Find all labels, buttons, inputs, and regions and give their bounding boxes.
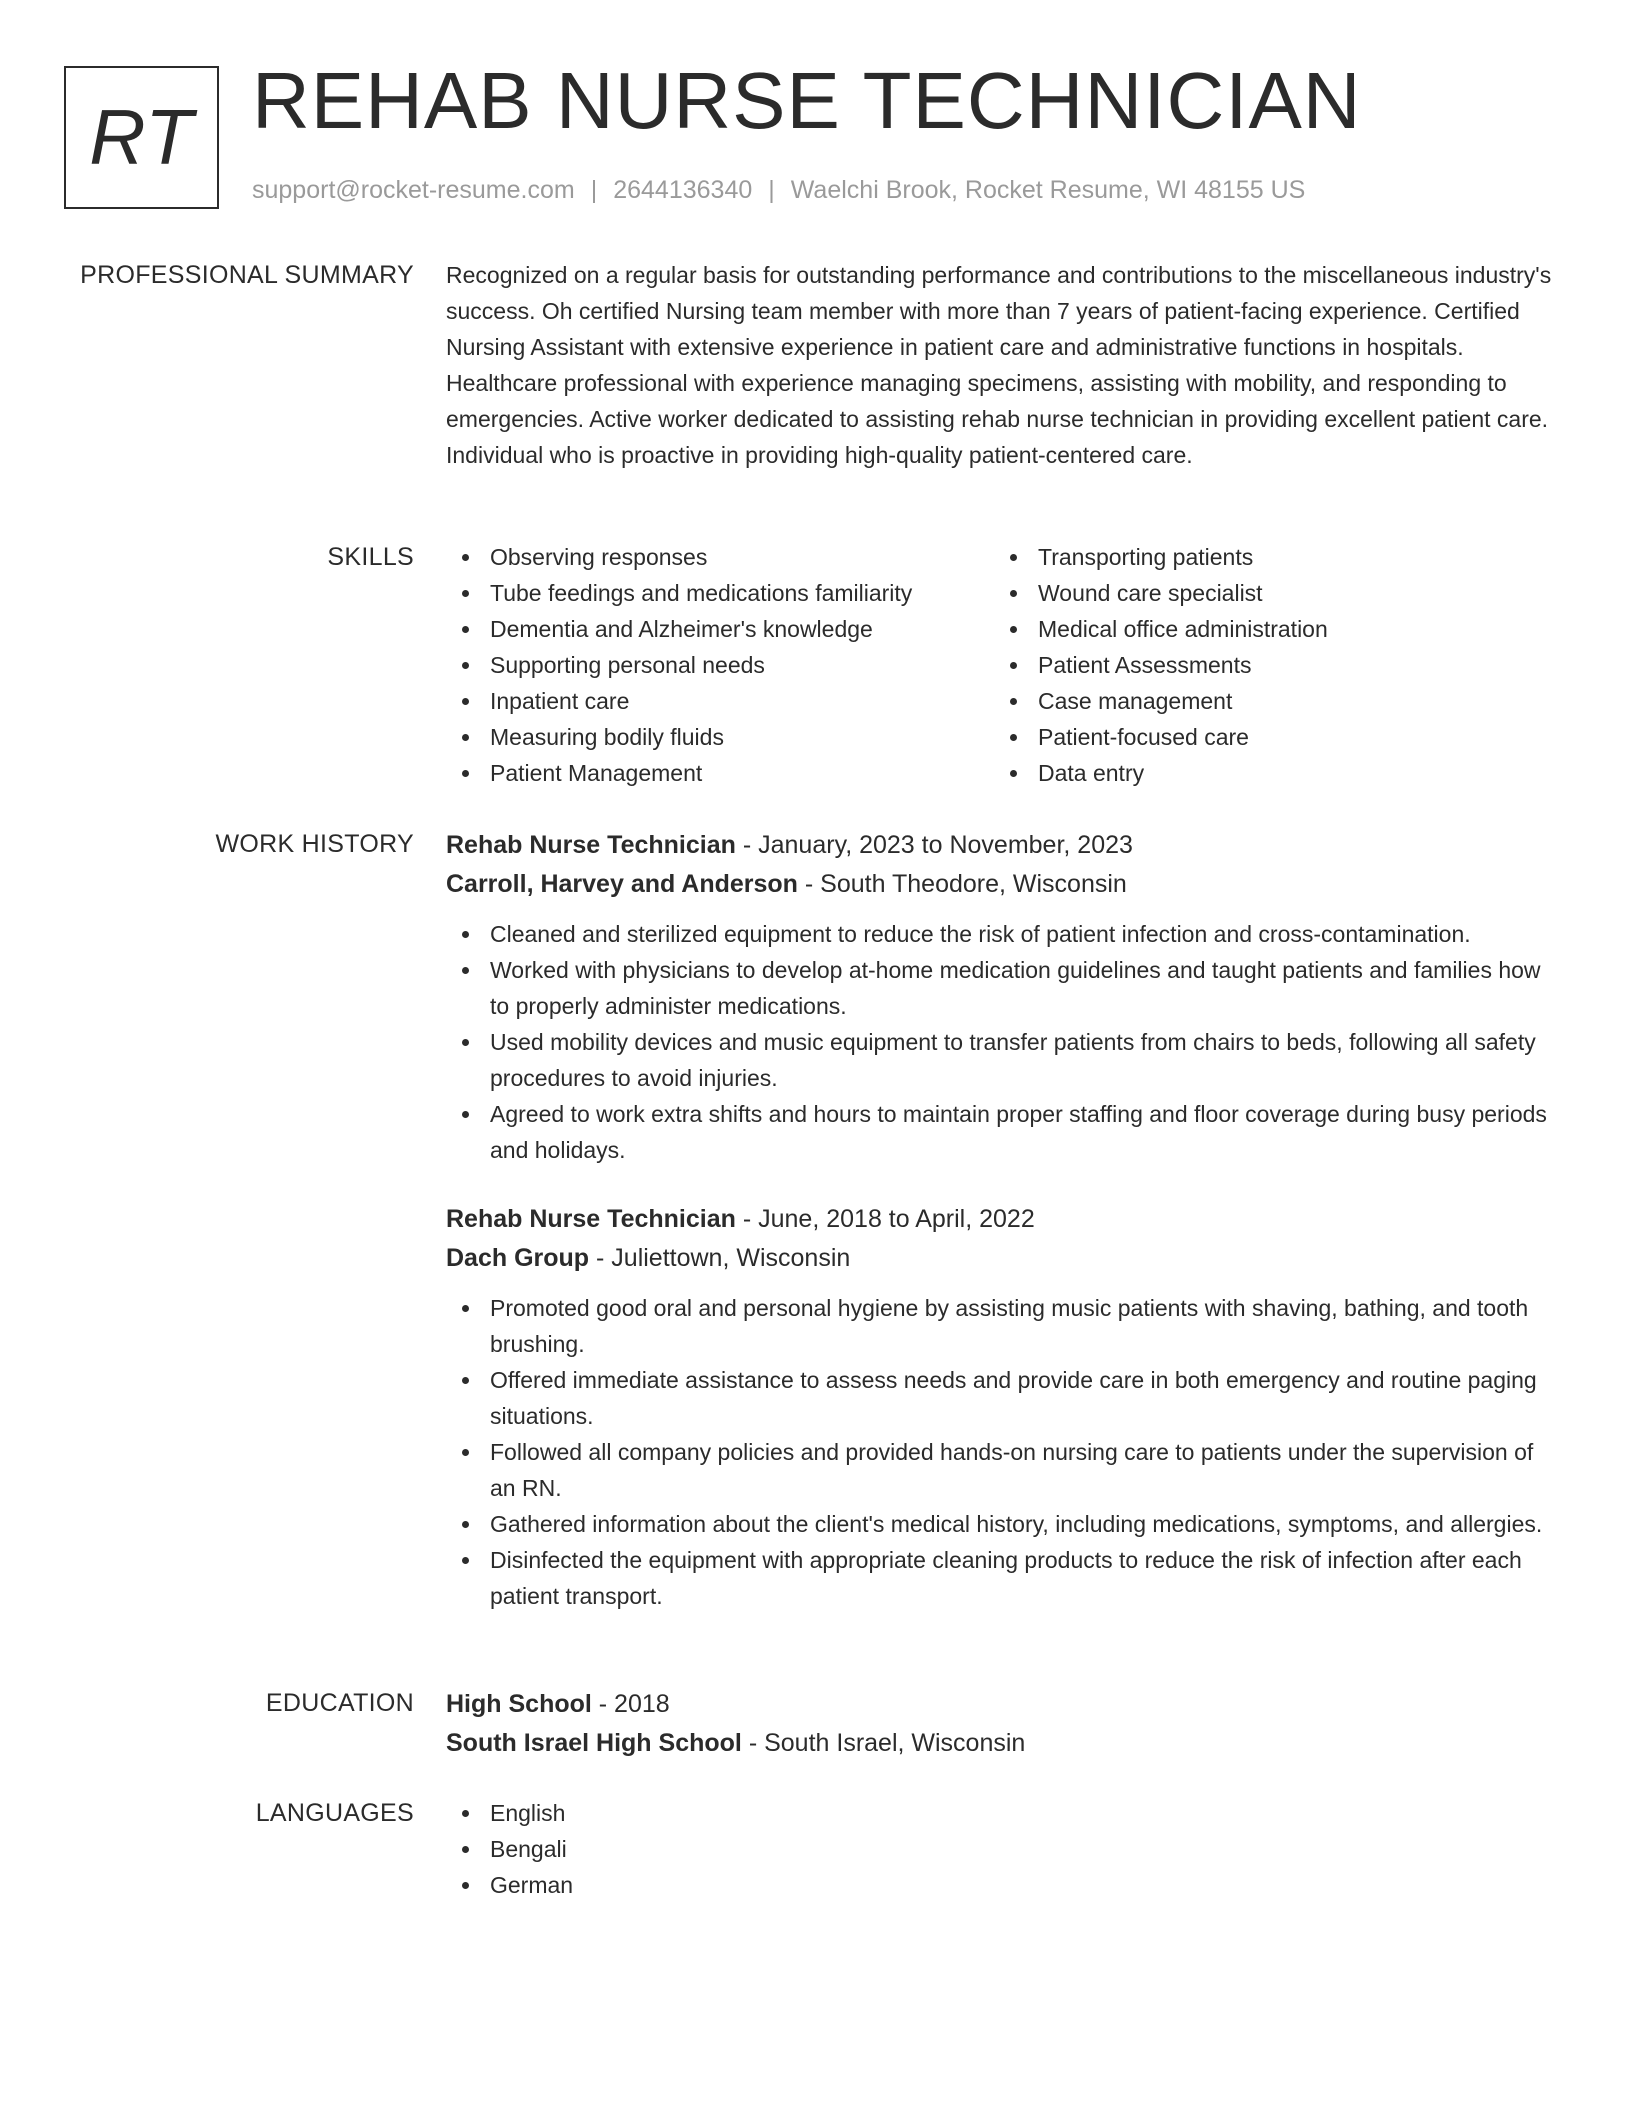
education-school-line xyxy=(446,1724,1562,1763)
education-year: - 2018 xyxy=(591,1690,670,1718)
job-title-line xyxy=(446,1200,1562,1239)
skill-item: Transporting patients xyxy=(994,539,1542,575)
skill-item: Patient-focused care xyxy=(994,719,1542,755)
job-location: - Juliettown, Wisconsin xyxy=(589,1244,851,1272)
section-label-languages: LANGUAGES xyxy=(255,1799,414,1827)
monogram: RT xyxy=(64,66,219,209)
job-bullet: Gathered information about the client's medical history, including medications, symptoms, and allergies. xyxy=(446,1506,1562,1542)
resume-title: REHAB NURSE TECHNICIAN xyxy=(252,56,1362,145)
job-dates: - June, 2018 to April, 2022 xyxy=(735,1205,1035,1233)
job-bullets xyxy=(446,1290,1562,1614)
job-bullet: Used mobility devices and music equipment to transfer patients from chairs to beds, following all safety procedures to avoid injuries. xyxy=(446,1024,1562,1096)
language-item: English xyxy=(446,1795,1562,1831)
section-label-education: EDUCATION xyxy=(265,1689,414,1717)
skills-body xyxy=(446,539,1562,791)
skill-item: Dementia and Alzheimer's knowledge xyxy=(446,611,994,647)
job-title-line xyxy=(446,826,1562,865)
education-degree: High School xyxy=(446,1690,592,1718)
contact-email: support@rocket-resume.com xyxy=(252,176,575,204)
job-bullet: Followed all company policies and provided hands-on nursing care to patients under the supervision of an RN. xyxy=(446,1434,1562,1506)
job-bullet: Agreed to work extra shifts and hours to maintain proper staffing and floor coverage during busy periods and holidays. xyxy=(446,1096,1562,1168)
skill-item: Tube feedings and medications familiarity xyxy=(446,575,994,611)
education-degree-line xyxy=(446,1685,1562,1724)
skill-item: Medical office administration xyxy=(994,611,1542,647)
job-dates: - January, 2023 to November, 2023 xyxy=(735,831,1133,859)
skill-item: Data entry xyxy=(994,755,1542,791)
job-company: Dach Group xyxy=(446,1244,590,1272)
job-company-line xyxy=(446,1239,1562,1278)
job-title: Rehab Nurse Technician xyxy=(446,831,736,859)
section-label-skills: SKILLS xyxy=(327,543,414,571)
languages-list xyxy=(446,1795,1562,1903)
job-bullet: Promoted good oral and personal hygiene by assisting music patients with shaving, bathing, and tooth brushing. xyxy=(446,1290,1562,1362)
job-bullet: Disinfected the equipment with appropriate cleaning products to reduce the risk of infection after each patient transport. xyxy=(446,1542,1562,1614)
education-school: South Israel High School xyxy=(446,1729,742,1757)
education-body xyxy=(446,1685,1562,1763)
skill-item: Observing responses xyxy=(446,539,994,575)
section-label-summary: PROFESSIONAL SUMMARY xyxy=(80,261,414,289)
skill-item: Case management xyxy=(994,683,1542,719)
education-location: - South Israel, Wisconsin xyxy=(741,1729,1026,1757)
language-item: Bengali xyxy=(446,1831,1562,1867)
job-company-line xyxy=(446,865,1562,904)
job-company: Carroll, Harvey and Anderson xyxy=(446,870,798,898)
skill-item: Patient Assessments xyxy=(994,647,1542,683)
summary-text: Recognized on a regular basis for outstanding performance and contributions to the miscellaneous industry's success. Oh certified Nursing team member with more than 7 years of patient-facing experience. Certified Nursing Assistant with extensive experience in patient care and administrative functions in hospitals. Healthcare professional with experience managing specimens, assisting with mobility, and responding to emergencies. Active worker dedicated to assisting rehab nurse technician in providing excellent patient care. Individual who is proactive in providing high-quality patient-centered care. xyxy=(446,262,1552,468)
contact-phone: 2644136340 xyxy=(613,176,753,204)
contact-separator: | xyxy=(590,176,598,204)
contact-address: Waelchi Brook, Rocket Resume, WI 48155 US xyxy=(790,176,1306,204)
job-bullet: Cleaned and sterilized equipment to reduce the risk of patient infection and cross-contamination. xyxy=(446,916,1562,952)
skill-item: Supporting personal needs xyxy=(446,647,994,683)
language-item: German xyxy=(446,1867,1562,1903)
skill-item: Wound care specialist xyxy=(994,575,1542,611)
languages-body xyxy=(446,1795,1562,1903)
job-location: - South Theodore, Wisconsin xyxy=(797,870,1127,898)
skill-item: Patient Management xyxy=(446,755,994,791)
section-label-work: WORK HISTORY xyxy=(215,830,414,858)
skill-item: Inpatient care xyxy=(446,683,994,719)
skill-item: Measuring bodily fluids xyxy=(446,719,994,755)
skills-list-left xyxy=(446,539,994,791)
job-entry xyxy=(446,1200,1562,1614)
job-entry xyxy=(446,826,1562,1168)
contact-separator: | xyxy=(768,176,775,204)
contact-line xyxy=(252,174,1305,206)
job-bullet: Worked with physicians to develop at-home medication guidelines and taught patients and families how to properly administer medications. xyxy=(446,952,1562,1024)
job-bullets xyxy=(446,916,1562,1168)
skills-list-right xyxy=(994,539,1542,791)
work-body xyxy=(446,826,1562,1614)
job-bullet: Offered immediate assistance to assess needs and provide care in both emergency and routine paging situations. xyxy=(446,1362,1562,1434)
job-title: Rehab Nurse Technician xyxy=(446,1205,736,1233)
